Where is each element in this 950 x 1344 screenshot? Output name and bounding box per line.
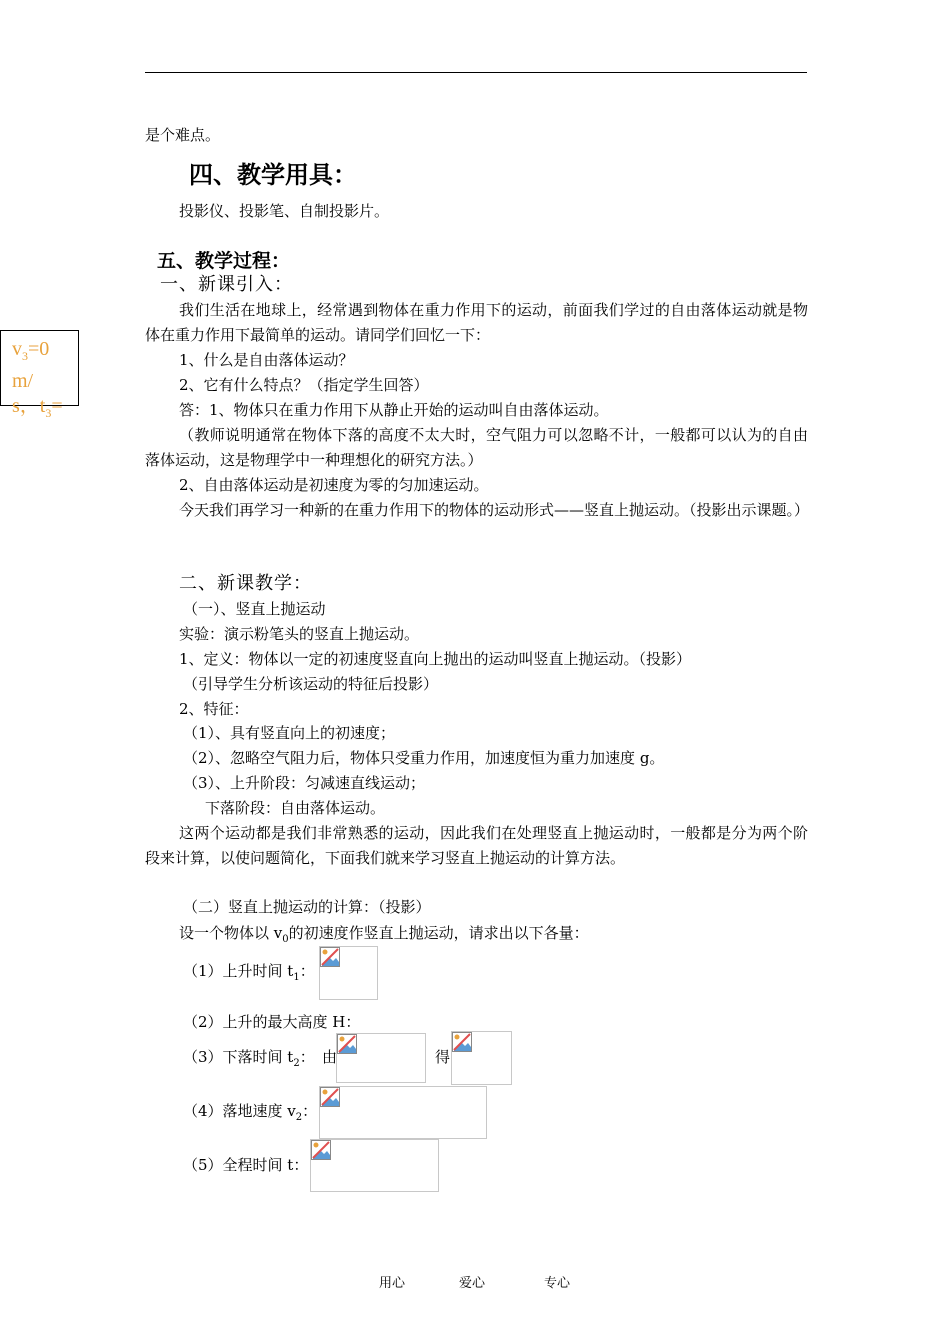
section4-heading: 四、教学用具： <box>189 161 357 189</box>
subsection-2-title: （二）竖直上抛运动的计算：（投影） <box>183 898 431 916</box>
feature-3: （3）、上升阶段：匀减速直线运动； <box>183 774 426 792</box>
part2-heading: 二、新课教学： <box>179 573 312 594</box>
item-1-label: （1）上升时间 $t_1$： <box>183 962 315 983</box>
broken-image-icon <box>452 1032 472 1052</box>
part1-heading: 一、新课引入： <box>160 274 293 295</box>
definition-line: 1、定义：物体以一定的初速度竖直向上抛出的运动叫竖直上抛运动。（投影） <box>179 650 692 668</box>
footer-word-2: 爱心 <box>459 1276 486 1291</box>
equation-image-1 <box>319 946 378 1000</box>
side-line-2: m/ <box>12 370 34 392</box>
intro-paragraph: 我们生活在地球上，经常遇到物体在重力作用下的运动，前面我们学过的自由落体运动就是物体在重力作用下最简单的运动。请同学们回忆一下： <box>145 301 808 344</box>
broken-image-icon <box>320 947 340 967</box>
footer-word-3: 专心 <box>544 1276 571 1291</box>
item-4-label: （4）落地速度 $v_2$： <box>183 1102 318 1123</box>
features-title: 2、特征： <box>179 700 249 718</box>
side-textbox <box>0 330 79 420</box>
side-line-1: $v_3=0$ <box>12 338 50 363</box>
item-3-label: （3）下落时间 $t_2$： <box>183 1048 315 1069</box>
broken-image-icon <box>320 1087 340 1107</box>
footer-word-1: 用心 <box>379 1276 406 1291</box>
item-2-label: （2）上升的最大高度 H： <box>183 1013 361 1031</box>
question-2: 2、它有什么特点？（指定学生回答） <box>179 376 429 394</box>
equation-image-3b <box>451 1031 512 1085</box>
feature-3b: 下落阶段：自由落体运动。 <box>205 799 386 817</box>
answer-2: 2、自由落体运动是初速度为零的匀加速运动。 <box>179 476 489 494</box>
equation-image-3a <box>336 1033 426 1083</box>
feature-1: （1）、具有竖直向上的初速度； <box>183 724 396 742</box>
broken-image-icon <box>337 1034 357 1054</box>
setup-line: 设一个物体以 $v_0$的初速度作竖直上抛运动，请求出以下各量： <box>179 924 589 945</box>
teacher-note: （教师说明通常在物体下落的高度不太大时，空气阻力可以忽略不计，一般都可以认为的自由落体运动，这是物理学中一种理想化的研究方法。） <box>145 426 808 469</box>
today-paragraph: 今天我们再学习一种新的在重力作用下的物体的运动形式——竖直上抛运动。（投影出示课题。） <box>179 501 810 519</box>
item-5-label: （5）全程时间 t： <box>183 1156 309 1174</box>
header-rule <box>145 72 807 73</box>
guide-line: （引导学生分析该运动的特征后投影） <box>183 675 439 693</box>
side-line-3: s，$t_3=$ <box>12 395 63 420</box>
subsection-1-title: （一）、竖直上抛运动 <box>183 600 326 618</box>
equation-image-5 <box>310 1139 439 1192</box>
item-3-get: 得 <box>435 1048 451 1066</box>
equation-image-4 <box>319 1086 487 1139</box>
section4-body: 投影仪、投影笔、自制投影片。 <box>179 202 390 220</box>
experiment-line: 实验：演示粉笔头的竖直上抛运动。 <box>179 625 420 643</box>
section5-heading: 五、教学过程： <box>157 250 291 272</box>
answer-1: 答：1、物体只在重力作用下从静止开始的运动叫自由落体运动。 <box>179 401 609 419</box>
item-3-from: 由 <box>322 1048 338 1066</box>
feature-2: （2）、忽略空气阻力后，物体只受重力作用，加速度恒为重力加速度 g。 <box>183 749 665 767</box>
broken-image-icon <box>311 1140 331 1160</box>
question-1: 1、什么是自由落体运动？ <box>179 351 354 369</box>
summary-paragraph: 这两个运动都是我们非常熟悉的运动，因此我们在处理竖直上抛运动时，一般都是分为两个阶段来计算，以使问题简化，下面我们就来学习竖直上抛运动的计算方法。 <box>145 824 808 867</box>
continued-text: 是个难点。 <box>145 126 221 144</box>
